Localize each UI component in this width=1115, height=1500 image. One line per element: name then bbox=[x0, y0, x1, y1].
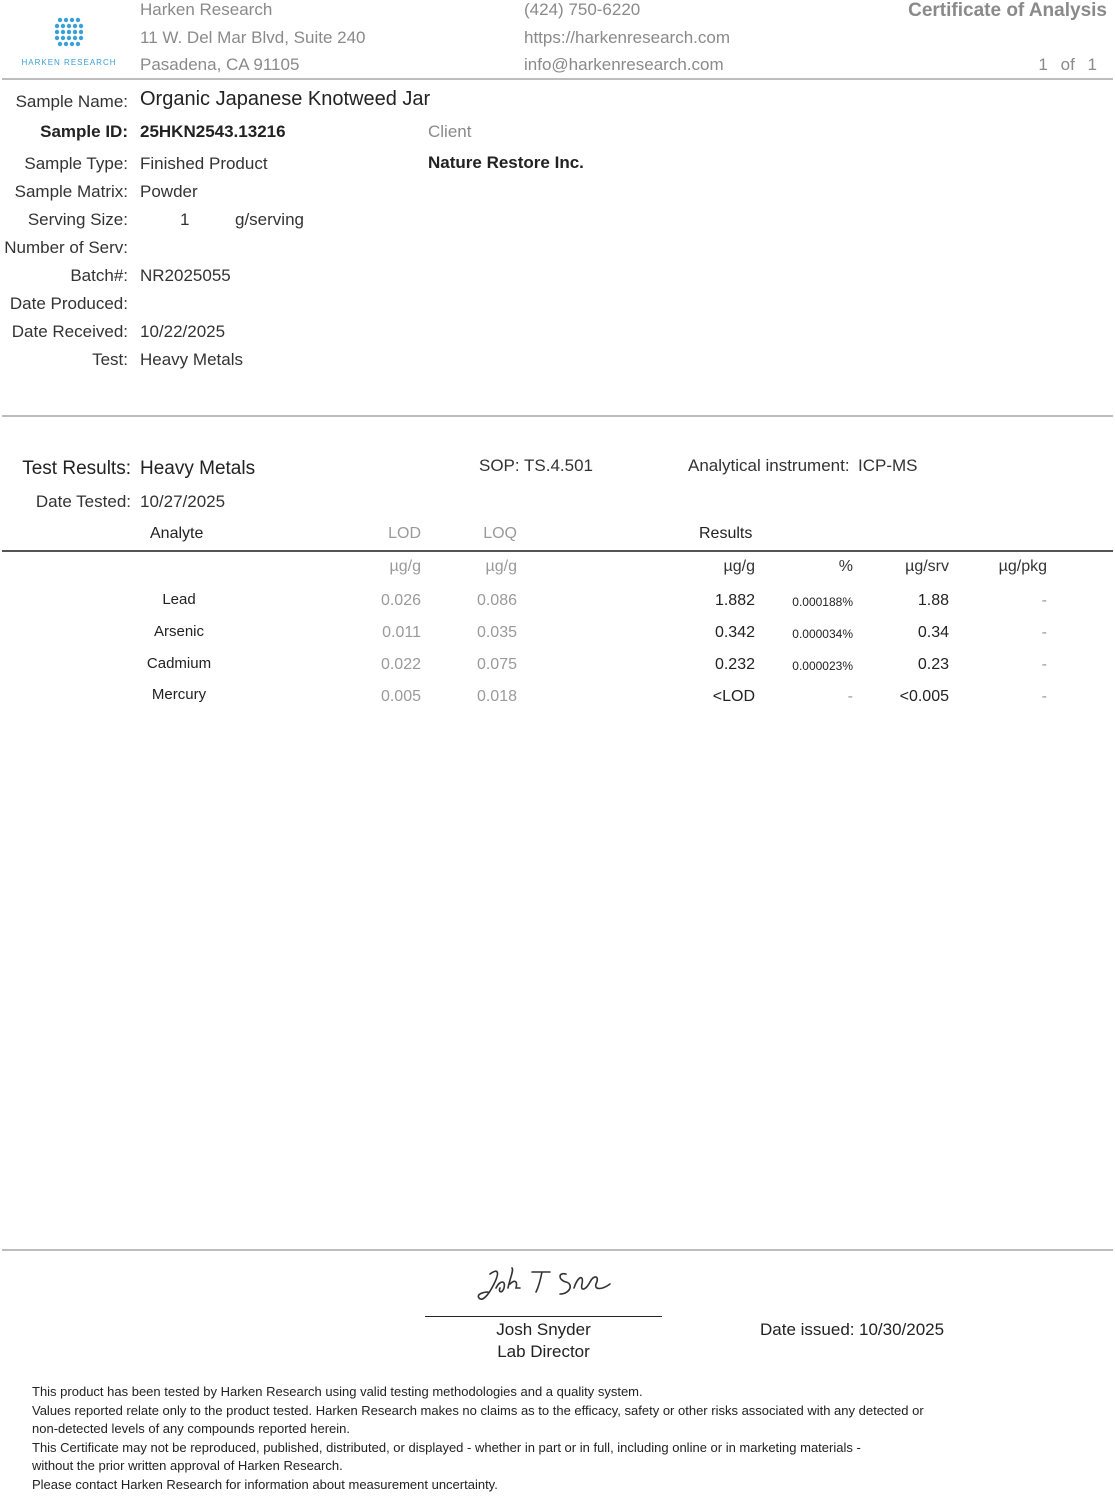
disclaimer bbox=[32, 1383, 1092, 1494]
sample-type-label: Sample Type: bbox=[24, 154, 128, 173]
company-email: info@harkenresearch.com bbox=[524, 55, 724, 74]
unit-loq: µg/g bbox=[485, 558, 517, 575]
result-percent: 0.000023% bbox=[792, 659, 853, 673]
test-label: Test: bbox=[92, 350, 128, 369]
sample-divider bbox=[2, 415, 1113, 417]
client-label: Client bbox=[428, 122, 472, 141]
company-logo bbox=[2, 14, 136, 67]
result-ugg: 1.882 bbox=[714, 592, 755, 609]
logo-dots-icon bbox=[2, 14, 136, 52]
result-ugsrv: 1.88 bbox=[917, 592, 949, 609]
sample-id-label: Sample ID: bbox=[40, 122, 128, 141]
instrument-value: ICP-MS bbox=[858, 456, 918, 475]
date-received: 10/22/2025 bbox=[140, 322, 226, 341]
instrument-label: Analytical instrument: bbox=[688, 456, 850, 475]
result-ugpkg: - bbox=[1041, 656, 1047, 673]
unit-ugg: µg/g bbox=[723, 558, 755, 575]
loq-value: 0.075 bbox=[476, 656, 517, 673]
sample-matrix: Powder bbox=[140, 182, 198, 201]
footer-divider bbox=[2, 1249, 1113, 1251]
col-analyte-header: Analyte bbox=[150, 525, 204, 542]
signer-name: Josh Snyder bbox=[496, 1320, 591, 1339]
analyte-name: Mercury bbox=[151, 686, 207, 703]
signature-line bbox=[425, 1316, 662, 1317]
col-results-header: Results bbox=[699, 525, 753, 542]
sample-name-label: Sample Name: bbox=[15, 92, 128, 111]
result-ugpkg: - bbox=[1041, 624, 1047, 641]
signer-role: Lab Director bbox=[497, 1342, 590, 1361]
date-produced-label: Date Produced: bbox=[9, 294, 128, 313]
page-of: of bbox=[1060, 55, 1075, 74]
analyte-name: Cadmium bbox=[146, 655, 212, 672]
test-results-title: Heavy Metals bbox=[140, 458, 256, 479]
result-percent: - bbox=[847, 688, 853, 705]
result-percent: 0.000034% bbox=[792, 627, 853, 641]
company-website: https://harkenresearch.com bbox=[524, 28, 730, 47]
lod-value: 0.011 bbox=[382, 624, 421, 641]
company-phone: (424) 750-6220 bbox=[524, 0, 641, 19]
header-divider bbox=[2, 78, 1113, 80]
result-ugg: 0.342 bbox=[714, 624, 755, 641]
sample-name: Organic Japanese Knotweed Jar bbox=[140, 88, 431, 110]
result-ugpkg: - bbox=[1041, 592, 1047, 609]
analyte-name: Arsenic bbox=[153, 623, 205, 640]
date-issued-label: Date issued: bbox=[760, 1320, 855, 1339]
result-ugpkg: - bbox=[1041, 688, 1047, 705]
result-ugg: 0.232 bbox=[714, 656, 755, 673]
company-address-line2: Pasadena, CA 91105 bbox=[140, 55, 300, 74]
result-ugg: <LOD bbox=[712, 688, 755, 705]
result-ugsrv: 0.23 bbox=[917, 656, 949, 673]
unit-lod: µg/g bbox=[389, 558, 421, 575]
disclaimer-line: without the prior written approval of Harken Research. bbox=[32, 1458, 343, 1473]
test-results-label: Test Results: bbox=[22, 458, 131, 479]
company-address-line1: 11 W. Del Mar Blvd, Suite 240 bbox=[140, 28, 366, 47]
date-received-label: Date Received: bbox=[11, 322, 128, 341]
analyte-name: Lead bbox=[162, 591, 196, 608]
serving-size-value: 1 bbox=[180, 210, 190, 229]
sample-id: 25HKN2543.13216 bbox=[140, 122, 286, 141]
page-total: 1 bbox=[1087, 55, 1097, 74]
disclaimer-line: non-detected levels of any compounds reported herein. bbox=[32, 1421, 350, 1436]
page-indicator bbox=[1038, 55, 1097, 75]
date-tested: 10/27/2025 bbox=[140, 492, 226, 511]
unit-ugpkg: µg/pkg bbox=[998, 558, 1047, 575]
batch-label: Batch#: bbox=[70, 266, 128, 285]
company-name: Harken Research bbox=[140, 0, 273, 19]
sop-label: SOP: bbox=[479, 456, 520, 475]
batch-number: NR2025055 bbox=[140, 266, 231, 285]
loq-value: 0.018 bbox=[476, 688, 517, 705]
result-percent: 0.000188% bbox=[792, 595, 853, 609]
signature-image bbox=[470, 1262, 620, 1312]
unit-percent: % bbox=[838, 558, 853, 575]
col-loq-header: LOQ bbox=[483, 525, 517, 542]
loq-value: 0.086 bbox=[476, 592, 517, 609]
disclaimer-line: Please contact Harken Research for information about measurement uncertainty. bbox=[32, 1476, 498, 1492]
document-title: Certificate of Analysis bbox=[908, 0, 1107, 21]
loq-value: 0.035 bbox=[476, 624, 517, 641]
date-issued: 10/30/2025 bbox=[859, 1320, 945, 1339]
table-header-divider bbox=[2, 550, 1113, 552]
lod-value: 0.005 bbox=[380, 688, 421, 705]
sample-type: Finished Product bbox=[140, 154, 268, 173]
number-of-serv-label: Number of Serv: bbox=[4, 238, 128, 257]
sop-value: TS.4.501 bbox=[524, 456, 593, 475]
logo-text: HARKEN RESEARCH bbox=[21, 58, 117, 67]
client-name: Nature Restore Inc. bbox=[428, 153, 584, 172]
lod-value: 0.022 bbox=[380, 656, 421, 673]
disclaimer-line: This Certificate may not be reproduced, published, distributed, or displayed - whether in part or in full, including online or in marketing materials - bbox=[32, 1439, 861, 1455]
result-ugsrv: 0.34 bbox=[917, 624, 949, 641]
lod-value: 0.026 bbox=[380, 592, 421, 609]
test-name: Heavy Metals bbox=[140, 350, 243, 369]
signature-icon bbox=[470, 1262, 620, 1312]
disclaimer-line: Values reported relate only to the product tested. Harken Research makes no claims as to the efficacy, safety or other risks associated with any detected or bbox=[32, 1402, 924, 1418]
unit-ugsrv: µg/srv bbox=[905, 558, 949, 575]
date-tested-label: Date Tested: bbox=[35, 492, 131, 511]
sample-matrix-label: Sample Matrix: bbox=[14, 182, 128, 201]
serving-size-label: Serving Size: bbox=[27, 210, 128, 229]
col-lod-header: LOD bbox=[388, 525, 421, 542]
page-current: 1 bbox=[1038, 55, 1048, 74]
disclaimer-line: This product has been tested by Harken Research using valid testing methodologies and a quality system. bbox=[32, 1384, 643, 1399]
result-ugsrv: <0.005 bbox=[899, 688, 949, 705]
serving-size-unit: g/serving bbox=[235, 210, 304, 229]
